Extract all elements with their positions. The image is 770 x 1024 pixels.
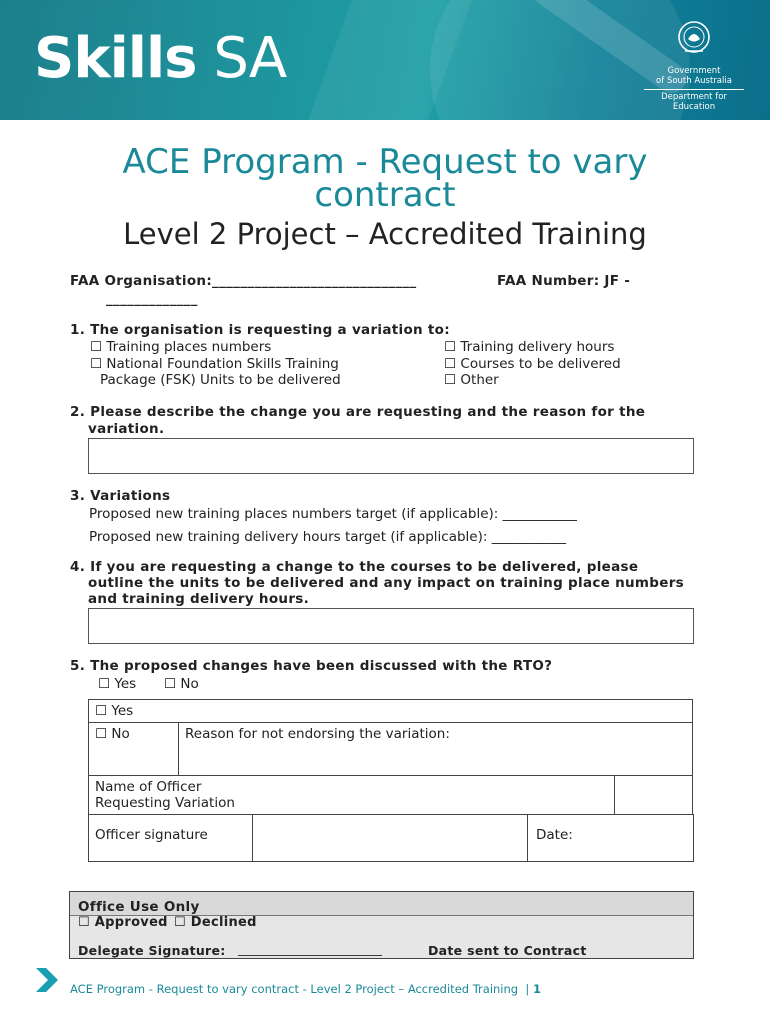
date-sent-label: Date sent to Contract	[428, 943, 587, 958]
q2-heading-line-2: variation.	[88, 421, 165, 437]
date-field[interactable]	[527, 814, 694, 862]
checkbox-endorse-no[interactable]: ☐ No	[89, 723, 179, 776]
chevron-logo-icon	[34, 966, 60, 994]
gov-line-2: of South Australia	[656, 76, 732, 86]
office-use-heading: Office Use Only	[78, 899, 200, 915]
q4-heading-line-3: and training delivery hours.	[88, 591, 310, 607]
government-logo	[644, 20, 744, 112]
delegate-signature-field[interactable]: ________________________	[238, 942, 382, 956]
page-title-line-2: contract	[314, 175, 456, 215]
header-banner	[0, 0, 770, 120]
courses-outline-field[interactable]	[88, 608, 694, 644]
footer-text: ACE Program - Request to vary contract - Level 2 Project – Accredited Training	[70, 982, 519, 996]
q1-heading: 1. The organisation is requesting a variation to:	[70, 322, 450, 338]
skills-sa-logo: Skills SA	[34, 26, 287, 91]
page-title-line-1: ACE Program - Request to vary	[122, 142, 648, 182]
crest-icon	[677, 20, 711, 58]
endorsement-table	[88, 699, 693, 815]
q3-heading: 3. Variations	[70, 488, 171, 504]
officer-name-field[interactable]	[615, 776, 693, 815]
checkbox-courses[interactable]: ☐ Courses to be delivered	[444, 356, 621, 372]
delegate-signature-label: Delegate Signature:	[78, 943, 226, 958]
reason-not-endorsing-field[interactable]: Reason for not endorsing the variation:	[179, 723, 693, 776]
checkbox-delivery-hours[interactable]: ☐ Training delivery hours	[444, 339, 615, 355]
checkbox-declined[interactable]: ☐ Declined	[174, 915, 257, 930]
office-use-section	[69, 891, 694, 959]
footer	[70, 982, 541, 996]
checkbox-fsk-units[interactable]: ☐ National Foundation Skills Training	[90, 356, 339, 372]
gov-department: Department for Education	[644, 89, 744, 112]
faa-organisation-field[interactable]: FAA Organisation:_____________________________	[70, 273, 417, 289]
checkbox-fsk-units-label: Package (FSK) Units to be delivered	[100, 372, 341, 388]
faa-number-field[interactable]: _____________	[106, 291, 198, 307]
date-label: Date:	[536, 827, 573, 843]
page-number: 1	[532, 982, 541, 996]
checkbox-approved[interactable]: ☐ Approved	[78, 915, 168, 930]
checkbox-rto-no[interactable]: ☐ No	[164, 676, 199, 692]
footer-separator: |	[525, 982, 530, 996]
q4-heading-line-2: outline the units to be delivered and any impact on training place numbers	[88, 575, 685, 591]
q5-heading: 5. The proposed changes have been discussed with the RTO?	[70, 658, 553, 674]
checkbox-rto-yes[interactable]: ☐ Yes	[98, 676, 137, 692]
officer-signature-field[interactable]	[252, 814, 529, 862]
officer-signature-label-cell	[88, 814, 254, 862]
officer-signature-label: Officer signature	[95, 827, 208, 843]
page-subtitle: Level 2 Project – Accredited Training	[123, 217, 647, 251]
gov-line-1: Government	[667, 66, 721, 76]
delivery-hours-target-field[interactable]: Proposed new training delivery hours target (if applicable): ___________	[89, 529, 566, 545]
q2-heading-line-1: 2. Please describe the change you are requesting and the reason for the	[70, 404, 646, 420]
checkbox-other[interactable]: ☐ Other	[444, 372, 499, 388]
officer-name-label: Name of Officer Requesting Variation	[89, 776, 615, 815]
checkbox-endorse-yes[interactable]: ☐ Yes	[89, 700, 693, 723]
change-description-field[interactable]	[88, 438, 694, 474]
training-places-target-field[interactable]: Proposed new training places numbers target (if applicable): ___________	[89, 506, 577, 522]
checkbox-training-places[interactable]: ☐ Training places numbers	[90, 339, 272, 355]
faa-number-label: FAA Number: JF -	[497, 273, 631, 289]
q4-heading-line-1: 4. If you are requesting a change to the courses to be delivered, please	[70, 559, 639, 575]
